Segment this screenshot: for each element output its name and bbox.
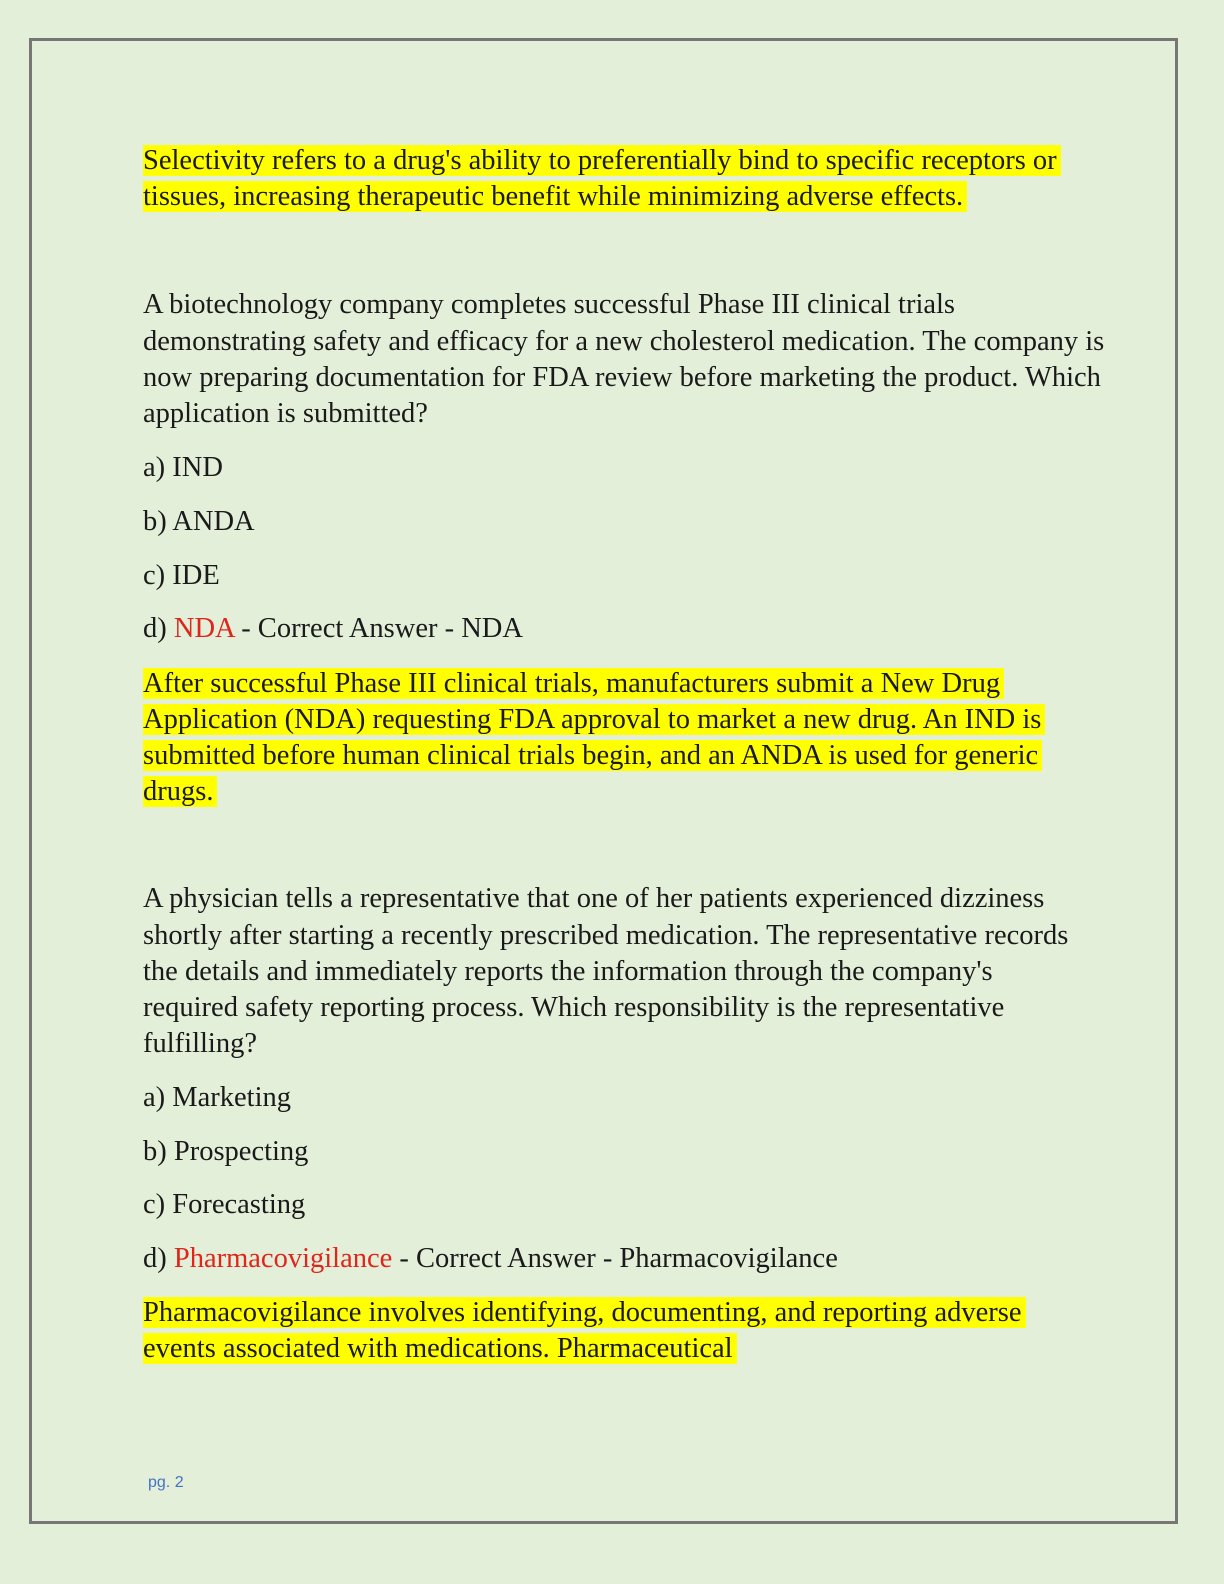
q1-option-d-prefix: d) [143, 613, 174, 645]
q1-option-d-suffix: - Correct Answer - NDA [234, 613, 523, 645]
q1-option-a: a) IND [143, 452, 223, 484]
q1-option-c: c) IDE [143, 559, 220, 591]
q2-option-c: c) Forecasting [143, 1189, 306, 1221]
q2-option-b: b) Prospecting [143, 1135, 309, 1167]
q2-option-a: a) Marketing [143, 1081, 291, 1113]
q2-option-d-suffix: - Correct Answer - Pharmacovigilance [392, 1242, 838, 1274]
q1-explanation [143, 666, 1083, 811]
q1-option-b: b) ANDA [143, 505, 255, 537]
question-1-text: A biotechnology company completes successful Phase III clinical trials demonstrating safety and efficacy for a new cholesterol medication. The company is now preparing documentation for FDA review before marketing the product. Which application is submitted? [143, 289, 1105, 430]
q2-explanation [143, 1295, 1083, 1367]
q1-correct-answer: NDA [173, 613, 235, 645]
q2-option-d [143, 1241, 1083, 1277]
q1-option-d [143, 611, 1083, 647]
highlighted-text: Selectivity refers to a drug's ability to preferentially bind to specific receptors or tissues, increasing therapeutic benefit while minimizing adverse effects. [143, 145, 1061, 212]
highlighted-text: After successful Phase III clinical trials, manufacturers submit a New Drug Application (NDA) requesting FDA approval to market a new drug. An IND is submitted before human clinical trials begin, and an ANDA is used for generic drugs. [143, 668, 1045, 808]
page-number: pg. 2 [148, 1474, 184, 1491]
selectivity-explanation [143, 143, 1083, 215]
q2-correct-answer: Pharmacovigilance [173, 1242, 393, 1274]
highlighted-text: Pharmacovigilance involves identifying, documenting, and reporting adverse events associated with medications. Pharmaceutical [143, 1297, 1026, 1364]
question-2-text: A physician tells a representative that one of her patients experienced dizziness shortly after starting a recently prescribed medication. The representative records the details and immediately reports the information through the company's required safety reporting process. Which responsibility is the representative fulfilling? [143, 883, 1069, 1060]
page-content [143, 143, 1105, 1368]
q2-option-d-prefix: d) [143, 1242, 174, 1274]
